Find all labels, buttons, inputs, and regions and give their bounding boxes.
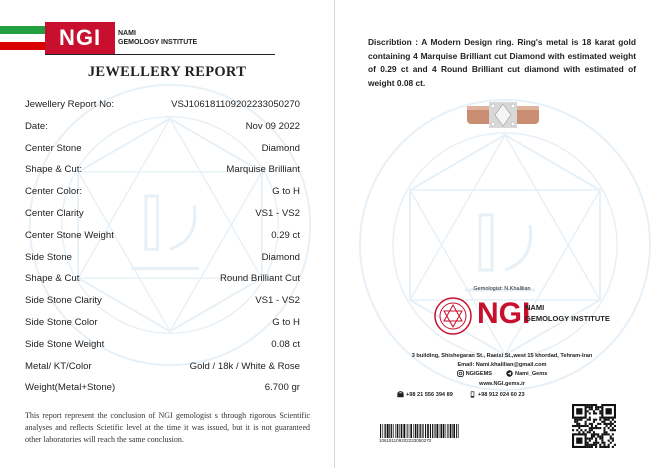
ngi-logo: [45, 22, 115, 54]
report-field-row: [25, 181, 300, 203]
field-value: 0.29 ct: [271, 229, 300, 241]
field-value: VS1 - VS2: [255, 207, 300, 219]
field-label: Weight(Metal+Stone): [25, 382, 116, 394]
iran-flag-icon: [0, 26, 45, 50]
ngi-seal-icon: [433, 296, 473, 336]
phone-icon: [397, 391, 404, 398]
field-label: Center Stone Weight: [25, 229, 114, 241]
field-value: 6.700 gr: [264, 382, 300, 394]
disclaimer-text: This report represent the conclusion of NGI gemologist s through rigorous Scientific analyses and reflects Scietific level at the time it was issued, but it is not guaranteed other laboratories will reach the same conclusion.: [25, 411, 310, 444]
report-field-row: [25, 225, 300, 247]
field-value: Gold / 18k / White & Rose: [189, 360, 300, 372]
report-field-row: [25, 203, 300, 225]
landline-number: +98 21 556 394 89: [397, 391, 453, 398]
field-value: Round Brilliant Cut: [220, 273, 300, 285]
email-text: Email: Nami.khalilian@gmail.com: [457, 362, 547, 368]
barcode: [379, 424, 469, 438]
report-field-row: [25, 138, 300, 160]
telegram-link[interactable]: Nami_Gems: [506, 370, 547, 377]
field-label: Shape & Cut:: [25, 164, 83, 176]
instagram-icon: [457, 370, 464, 377]
field-label: Date:: [25, 120, 48, 132]
field-value: G to H: [272, 316, 300, 328]
gemologist-name: Gemologist: N.Khalilian: [473, 286, 531, 292]
field-label: Jewellery Report No:: [25, 99, 115, 110]
report-field-row: [25, 159, 300, 181]
field-label: Center Stone: [25, 142, 82, 154]
logo-brand: NGI: [58, 25, 102, 50]
report-field-row: [25, 116, 300, 138]
report-field-row: [25, 247, 300, 269]
field-value: Diamond: [261, 251, 300, 263]
field-label: Center Clarity: [25, 207, 84, 219]
social-links: [335, 370, 669, 377]
field-label: Center Color:: [25, 186, 83, 198]
instagram-link[interactable]: NGIGEMS: [457, 370, 492, 377]
telegram-icon: [506, 370, 513, 377]
right-panel: [335, 0, 669, 468]
phone-numbers: [397, 391, 525, 398]
field-value: VSJ106181109202233050270: [171, 99, 300, 110]
address-text: 3 building, Shishegaran St., Raeisi St.,west 15 khordad, Tehram-Iran: [411, 353, 593, 359]
mobile-icon: [469, 391, 476, 398]
report-fields: [25, 94, 300, 399]
field-value: Marquise Brilliant: [226, 164, 300, 176]
field-label: Shape & Cut: [25, 273, 80, 285]
field-value: G to H: [272, 186, 300, 198]
report-field-row: [25, 356, 300, 378]
field-label: Side Stone: [25, 251, 72, 263]
contact-address: [335, 352, 669, 370]
field-value: 0.08 ct: [271, 338, 300, 350]
report-field-row: [25, 290, 300, 312]
barcode-number: 106181109202233050270: [379, 438, 432, 443]
mobile-number: +98 912 024 60 23: [469, 391, 525, 398]
report-field-row: [25, 94, 300, 116]
field-label: Metal/ KT/Color: [25, 360, 92, 372]
field-label: Side Stone Weight: [25, 338, 105, 350]
logo-institute-name: NAMI GEMOLOGY INSTITUTE: [525, 303, 610, 323]
report-field-row: [25, 312, 300, 334]
ring-photo: [467, 100, 539, 130]
field-label: Side Stone Clarity: [25, 295, 102, 307]
qr-code: [572, 404, 616, 448]
header-divider: [45, 54, 275, 55]
report-field-row: [25, 377, 300, 399]
watermark-seal-icon: [355, 95, 655, 395]
report-title: JEWELLERY REPORT: [87, 64, 247, 80]
field-value: VS1 - VS2: [255, 295, 300, 307]
field-value: Nov 09 2022: [245, 120, 300, 132]
logo-brand: NGI: [477, 297, 531, 330]
field-label: Side Stone Color: [25, 316, 98, 328]
website-link[interactable]: www.NGI.gems.ir: [479, 381, 525, 387]
field-value: Diamond: [261, 142, 300, 154]
report-field-row: [25, 334, 300, 356]
report-field-row: [25, 268, 300, 290]
logo-institute-name: NAMI GEMOLOGY INSTITUTE: [118, 30, 198, 46]
ring-description: Discribtion : A Modern Design ring. Ring's metal is 18 karat gold containing 4 Marquise Brilliant cut Diamond with estimated weight of 0.29 ct and 4 Round Brilliant cut diamond with estimated of weight 0.08 ct.: [368, 37, 636, 88]
